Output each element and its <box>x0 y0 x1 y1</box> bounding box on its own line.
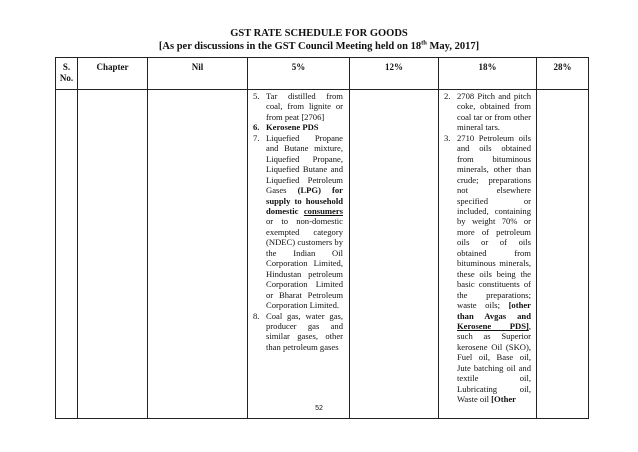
list-item: 5. Tar distilled from coal, from lignite or from peat [2706] <box>253 91 343 122</box>
cell-chapter <box>78 90 148 419</box>
cell-12-percent <box>350 90 439 419</box>
list-item: 6. Kerosene PDS <box>253 122 319 133</box>
header-12-percent: 12% <box>350 58 439 90</box>
list-item: 2. 2708 Pitch and pitch coke, obtained from coal tar or from other mineral tars. <box>444 91 531 133</box>
subtitle-superscript: th <box>421 39 427 47</box>
header-28-percent: 28% <box>537 58 589 90</box>
table-body-row <box>56 90 589 419</box>
cell-nil <box>148 90 248 419</box>
header-5-percent: 5% <box>248 58 350 90</box>
cell-serial-no <box>56 90 78 419</box>
list-item: 7. Liquefied Propane and Butane mixture, Liquefied Propane, Liquefied Butane and Liquefied Petroleum Gases (LPG) for supply to household domestic consumers or to non-domestic exempted category (NDEC) customers by the Indian Oil Corporation Limited, Hindustan petroleum Corporation Limited or Bharat Petroleum Corporation Limited. <box>253 132 343 311</box>
cell-28-percent <box>537 90 589 419</box>
page-number: 52 <box>315 405 323 412</box>
header-chapter: Chapter <box>78 58 148 90</box>
document-title: GST RATE SCHEDULE FOR GOODS <box>230 28 408 39</box>
cell-5-percent <box>248 90 350 419</box>
subtitle-text-start: [As per discussions in the GST Council Meeting held on 18 <box>158 41 422 52</box>
cell-18-percent <box>439 90 537 419</box>
document-subtitle <box>0 40 638 53</box>
header-18-percent: 18% <box>439 58 537 90</box>
list-item: 8. Coal gas, water gas, producer gas and similar gases, other than petroleum gases <box>253 310 343 352</box>
subtitle-text-end: May, 2017] <box>426 41 480 52</box>
list-item: 3. 2710 Petroleum oils and oils obtained from bituminous minerals, other than crude; preparations not elsewhere specified or included, containing by weight 70% or more of petroleum oils or of oils obtained from bituminous minerals, these oils being the basic constituents of the preparations; waste oils; [other than Avgas and Kerosene PDS], such as Superior kerosene Oil (SKO), Fuel oil, Base oil, Jute batching oil and textile oil, Lubricating oil, Waste oil [Other <box>444 132 531 405</box>
gst-rate-table <box>55 57 589 419</box>
header-nil: Nil <box>148 58 248 90</box>
header-serial-no: S. No. <box>56 58 78 90</box>
table-header-row <box>56 58 589 90</box>
